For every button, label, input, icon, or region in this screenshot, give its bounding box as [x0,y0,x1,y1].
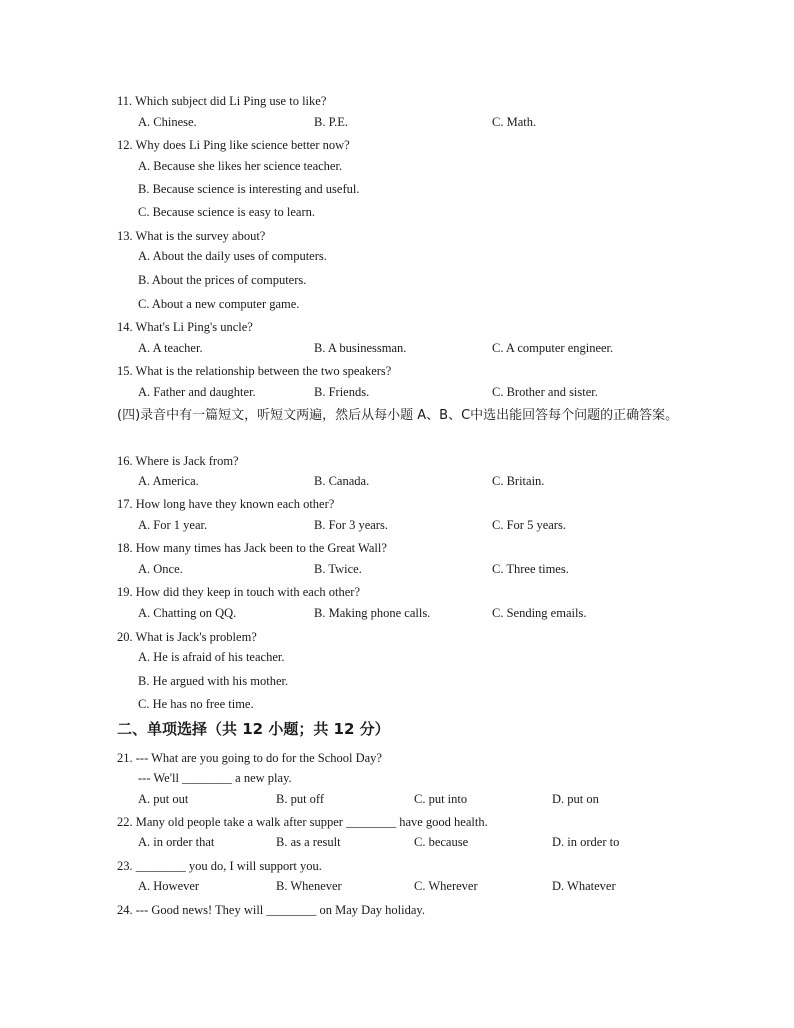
option-c: C. Brother and sister. [492,385,598,399]
option-b: B. Twice. [314,562,362,576]
question-text: Where is Jack from? [135,454,239,468]
question-text: --- What are you going to do for the School Day? [135,751,382,765]
option-a: A. Father and daughter. [138,385,256,399]
option-b: B. put off [276,792,325,806]
question-text: How did they keep in touch with each other? [135,585,360,599]
question-number: 16. [117,454,133,468]
question-18 [117,540,387,556]
option-b: B. A businessman. [314,341,407,355]
question-number: 22. [117,815,133,829]
option-b: B. Whenever [276,879,342,893]
option-b: B. For 3 years. [314,518,388,532]
option-a: A. Because she likes her science teacher. [138,159,343,173]
question-text: ________ you do, I will support you. [135,859,322,873]
option-a: A. Chinese. [138,115,197,129]
question-15 [117,363,391,379]
option-c: C. Math. [492,115,537,129]
question-23 [117,858,322,874]
option-b: B. About the prices of computers. [138,273,307,287]
option-a: A. However [138,879,200,893]
option-b: B. Friends. [314,385,370,399]
option-b: B. P.E. [314,115,349,129]
option-d: D. put on [552,792,599,806]
question-12 [117,137,350,153]
question-text: Why does Li Ping like science better now? [135,138,350,152]
option-b: B. He argued with his mother. [138,674,289,688]
option-c: C. About a new computer game. [138,297,300,311]
question-24 [117,902,425,918]
option-a: A. Once. [138,562,183,576]
question-number: 15. [117,364,133,378]
question-22 [117,814,488,830]
option-c: C. Three times. [492,562,569,576]
option-a: A. He is afraid of his teacher. [138,650,285,664]
question-number: 24. [117,903,133,917]
question-11 [117,93,326,109]
question-16 [117,453,239,469]
question-text: Which subject did Li Ping use to like? [135,94,327,108]
option-c: C. A computer engineer. [492,341,614,355]
question-number: 12. [117,138,133,152]
option-c: C. Because science is easy to learn. [138,205,316,219]
question-text: Many old people take a walk after supper ________ have good health. [135,815,488,829]
option-c: C. He has no free time. [138,697,254,711]
section-2-heading: 二、单项选择（共 12 小题；共 12 分） [117,720,390,738]
question-text: What's Li Ping's uncle? [135,320,253,334]
section-4-instruction: (四)录音中有一篇短文，听短文两遍，然后从每小题 A、B、C中选出能回答每个问题的正确答案。 [117,408,679,423]
question-number: 23. [117,859,133,873]
option-c: C. put into [414,792,468,806]
question-text: What is Jack's problem? [135,630,257,644]
question-number: 17. [117,497,133,511]
question-number: 14. [117,320,133,334]
option-c: C. Britain. [492,474,545,488]
option-b: B. as a result [276,835,341,849]
option-c: C. because [414,835,469,849]
option-a: A. For 1 year. [138,518,208,532]
option-b: B. Canada. [314,474,370,488]
question-number: 19. [117,585,133,599]
option-c: C. Wherever [414,879,478,893]
question-number: 21. [117,751,133,765]
option-a: A. A teacher. [138,341,203,355]
option-a: A. America. [138,474,199,488]
option-c: C. For 5 years. [492,518,566,532]
option-d: D. Whatever [552,879,616,893]
question-17 [117,496,334,512]
option-a: A. About the daily uses of computers. [138,249,327,263]
option-b: B. Because science is interesting and useful. [138,182,360,196]
option-a: A. Chatting on QQ. [138,606,237,620]
question-20 [117,629,257,645]
question-text: What is the survey about? [135,229,266,243]
option-a: A. in order that [138,835,215,849]
question-number: 11. [117,94,133,108]
option-c: C. Sending emails. [492,606,587,620]
option-d: D. in order to [552,835,620,849]
question-text-line-2: --- We'll ________ a new play. [138,771,292,785]
question-text: How long have they known each other? [135,497,335,511]
question-text: --- Good news! They will ________ on May Day holiday. [135,903,425,917]
question-14 [117,319,253,335]
question-number: 13. [117,229,133,243]
question-13 [117,228,265,244]
question-number: 20. [117,630,133,644]
question-21 [117,750,382,766]
question-19 [117,584,360,600]
question-number: 18. [117,541,133,555]
question-text: How many times has Jack been to the Great Wall? [135,541,387,555]
option-b: B. Making phone calls. [314,606,431,620]
option-a: A. put out [138,792,189,806]
question-text: What is the relationship between the two speakers? [135,364,392,378]
